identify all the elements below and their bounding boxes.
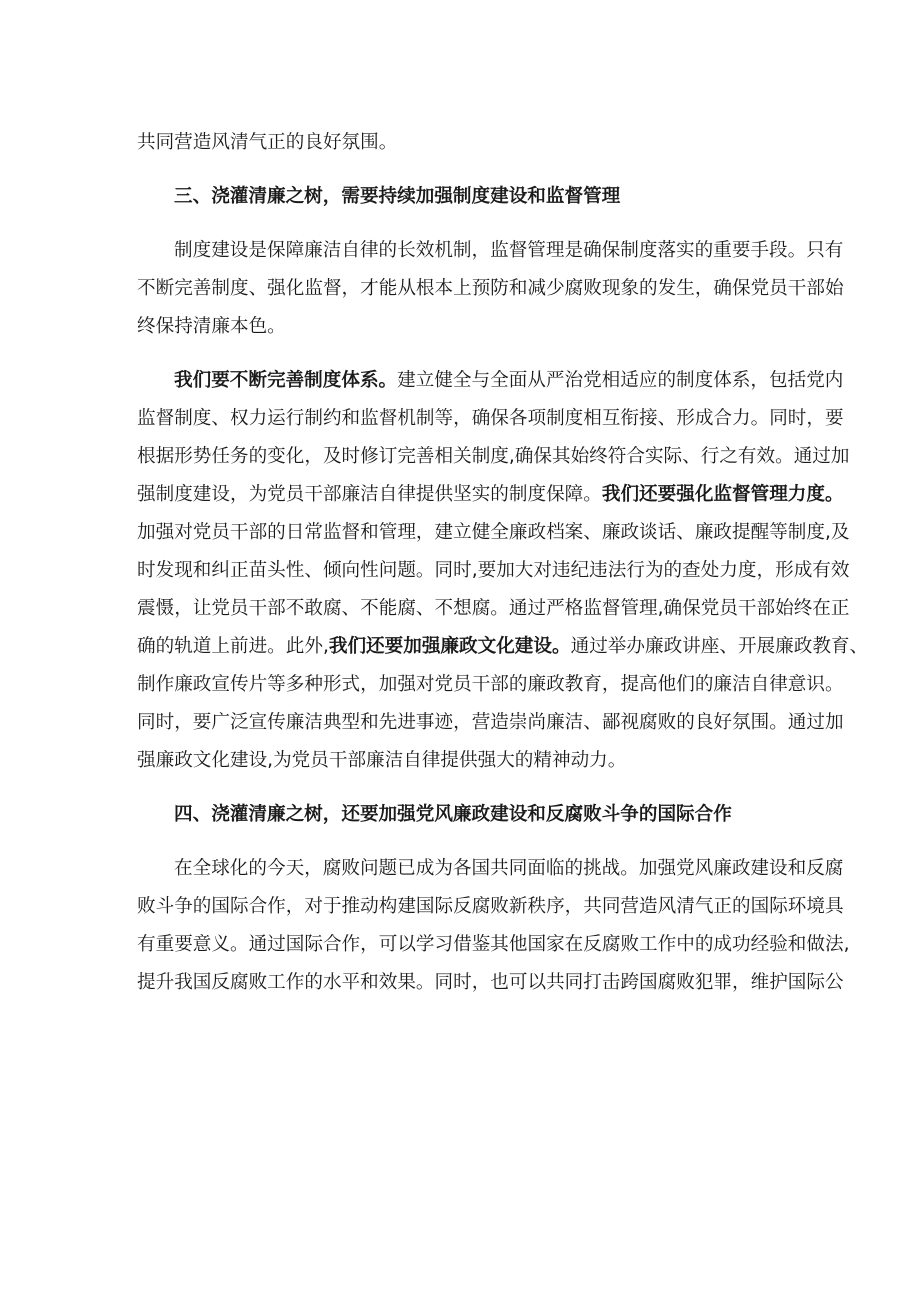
text-run: 确的轨道上前进。此外, [137, 636, 329, 657]
section-4-heading: 四、浇灌清廉之树，还要加强党风廉政建设和反腐败斗争的国际合作 [174, 804, 732, 825]
text-run: 强制度建设，为党员干部廉洁自律提供坚实的制度保障。 [137, 484, 602, 505]
intro-line: 共同营造风清气正的良好氛围。 [137, 132, 398, 153]
emphasis-supervision: 我们还要强化监督管理力度。 [601, 484, 844, 505]
section-3-para-2-line-2: 监督制度、权力运行制约和监督机制等，确保各项制度相互衔接、形成合力。同时，要 [137, 408, 844, 429]
section-3-para-2-line-4 [137, 476, 844, 514]
emphasis-system: 我们要不断完善制度体系。 [174, 370, 398, 391]
section-4-para-1-line-1: 在全球化的今天，腐败问题已成为各国共同面临的挑战。加强党风廉政建设和反腐 [174, 858, 844, 879]
section-3-para-2-line-6: 时发现和纠正苗头性、倾向性问题。同时,要加大对违纪违法行为的查处力度，形成有效 [137, 560, 850, 581]
section-3-para-2-line-8 [137, 628, 869, 666]
document-page [137, 124, 869, 1002]
section-3-para-2-line-1 [137, 362, 844, 400]
section-3-para-1-line-1: 制度建设是保障廉洁自律的长效机制，监督管理是确保制度落实的重要手段。只有 [174, 240, 844, 261]
text-run: 通过举办廉政讲座、开展廉政教育、 [570, 636, 869, 657]
section-4-para-1-line-3: 有重要意义。通过国际合作，可以学习借鉴其他国家在反腐败工作中的成功经验和做法, [137, 934, 850, 955]
section-3-heading: 三、浇灌清廉之树，需要持续加强制度建设和监督管理 [174, 186, 621, 207]
section-3-para-1-line-2: 不断完善制度、强化监督，才能从根本上预防和减少腐败现象的发生，确保党员干部始 [137, 278, 844, 299]
text-run: 建立健全与全面从严治党相适应的制度体系，包括党内 [397, 370, 844, 391]
emphasis-culture: 我们还要加强廉政文化建设。 [328, 636, 571, 657]
section-3-para-2-line-3: 根据形势任务的变化，及时修订完善相关制度,确保其始终符合实际、行之有效。通过加 [137, 446, 850, 467]
section-3-para-2-line-5: 加强对党员干部的日常监督和管理，建立健全廉政档案、廉政谈话、廉政提醒等制度,及 [137, 522, 850, 543]
section-3-para-2-line-7: 震慑，让党员干部不敢腐、不能腐、不想腐。通过严格监督管理,确保党员干部始终在正 [137, 598, 850, 619]
section-4-para-1-line-4: 提升我国反腐败工作的水平和效果。同时，也可以共同打击跨国腐败犯罪，维护国际公 [137, 972, 844, 993]
section-3-para-2-line-11: 强廉政文化建设,为党员干部廉洁自律提供强大的精神动力。 [137, 750, 627, 771]
section-3-para-2-line-9: 制作廉政宣传片等多种形式，加强对党员干部的廉政教育，提高他们的廉洁自律意识。 [137, 674, 844, 695]
section-3-para-2-line-10: 同时，要广泛宣传廉洁典型和先进事迹，营造崇尚廉洁、鄙视腐败的良好氛围。通过加 [137, 712, 844, 733]
section-4-para-1-line-2: 败斗争的国际合作，对于推动构建国际反腐败新秩序，共同营造风清气正的国际环境具 [137, 896, 844, 917]
section-3-para-1-line-3: 终保持清廉本色。 [137, 316, 286, 337]
